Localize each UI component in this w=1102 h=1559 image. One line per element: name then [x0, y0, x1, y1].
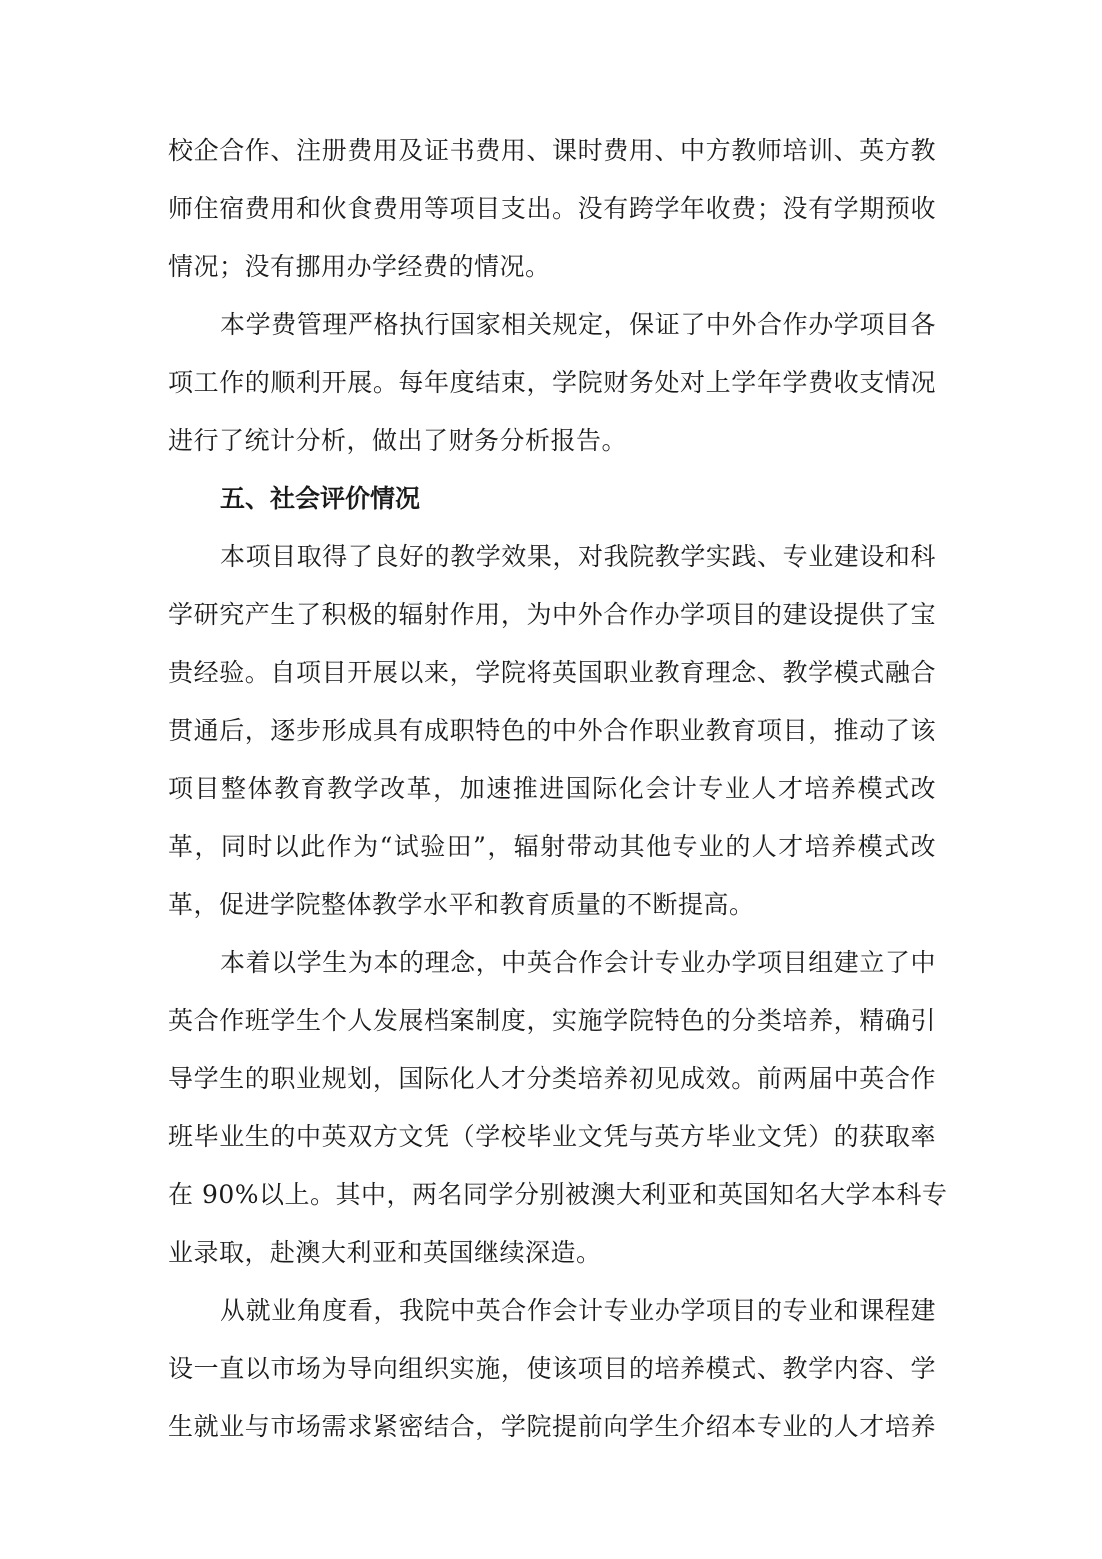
text-line: 本学费管理严格执行国家相关规定，保证了中外合作办学项目各	[220, 310, 936, 339]
text-line: 业录取，赴澳大利亚和英国继续深造。	[168, 1238, 602, 1267]
text-line: 革，促进学院整体教学水平和教育质量的不断提高。	[168, 890, 755, 919]
section-heading: 五、社会评价情况	[220, 484, 421, 513]
text-line: 贵经验。自项目开展以来，学院将英国职业教育理念、教学模式融合	[168, 658, 936, 687]
text-line: 导学生的职业规划，国际化人才分类培养初见成效。前两届中英合作	[168, 1064, 936, 1093]
paragraph-teaching-effect	[168, 528, 936, 934]
text-line: 校企合作、注册费用及证书费用、课时费用、中方教师培训、英方教	[168, 136, 936, 165]
text-line: 进行了统计分析，做出了财务分析报告。	[168, 426, 628, 455]
text-line: 学研究产生了积极的辐射作用，为中外合作办学项目的建设提供了宝	[168, 600, 936, 629]
paragraph-student-development	[168, 934, 948, 1282]
text-line: 项目整体教育教学改革，加速推进国际化会计专业人才培养模式改	[168, 774, 936, 803]
text-line: 本着以学生为本的理念，中英合作会计专业办学项目组建立了中	[220, 948, 936, 977]
text-line: 生就业与市场需求紧密结合，学院提前向学生介绍本专业的人才培养	[168, 1412, 936, 1441]
text-line: 项工作的顺利开展。每年度结束，学院财务处对上学年学费收支情况	[168, 368, 936, 397]
text-line: 贯通后，逐步形成具有成职特色的中外合作职业教育项目，推动了该	[168, 716, 936, 745]
paragraph-fees-expenditure	[168, 122, 936, 296]
text-line: 设一直以市场为导向组织实施，使该项目的培养模式、教学内容、学	[168, 1354, 936, 1383]
text-line: 情况；没有挪用办学经费的情况。	[168, 252, 551, 281]
paragraph-employment	[168, 1282, 936, 1456]
text-line: 班毕业生的中英双方文凭（学校毕业文凭与英方毕业文凭）的获取率	[168, 1122, 936, 1151]
text-line: 革，同时以此作为“试验田”，辐射带动其他专业的人才培养模式改	[168, 832, 936, 861]
paragraph-fee-management	[168, 296, 936, 470]
text-line: 师住宿费用和伙食费用等项目支出。没有跨学年收费；没有学期预收	[168, 194, 936, 223]
text-line: 从就业角度看，我院中英合作会计专业办学项目的专业和课程建	[220, 1296, 936, 1325]
text-line: 在 90%以上。其中，两名同学分别被澳大利亚和英国知名大学本科专	[168, 1180, 948, 1209]
text-line: 英合作班学生个人发展档案制度，实施学院特色的分类培养，精确引	[168, 1006, 936, 1035]
document-page	[168, 122, 948, 1456]
text-line: 本项目取得了良好的教学效果，对我院教学实践、专业建设和科	[220, 542, 936, 571]
